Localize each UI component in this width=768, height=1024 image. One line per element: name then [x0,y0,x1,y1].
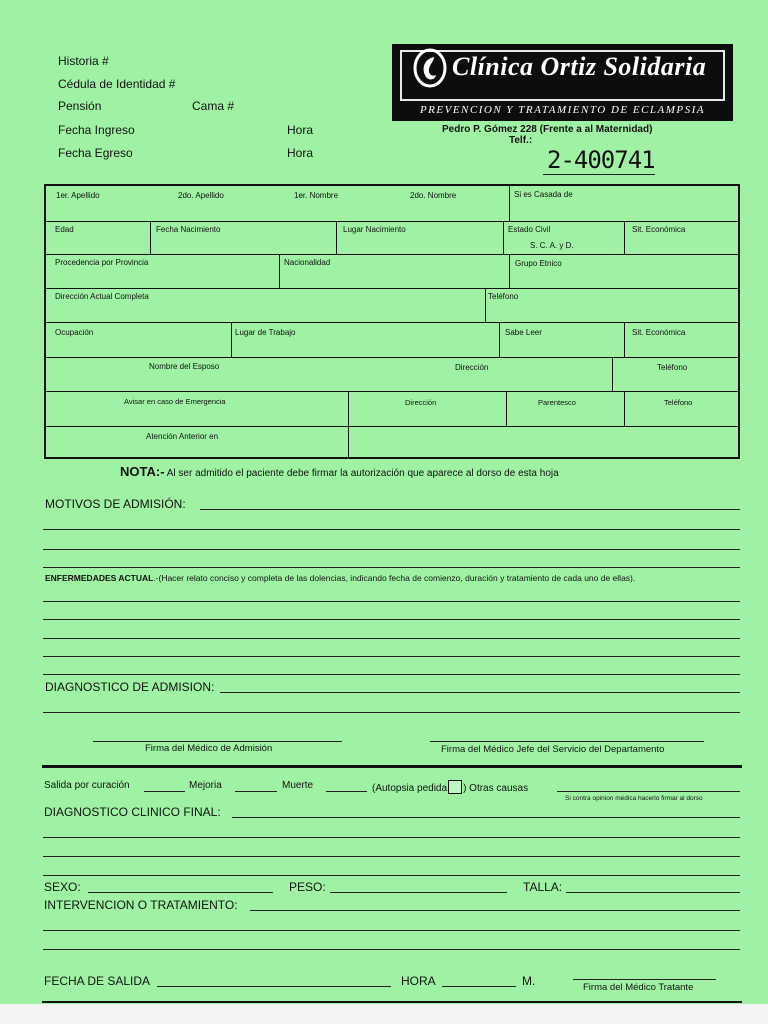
meridian-label: M. [522,974,536,988]
nombre-esposo-label: Nombre del Esposo [149,362,220,371]
scan-bottom-margin [0,1004,768,1024]
enfermedades-line-5 [43,674,740,675]
hora-egreso-label: Hora [287,146,314,160]
hora-ingreso-label: Hora [287,123,314,137]
sit-economica-2-label: Sit. Económica [632,328,686,337]
segundo-apellido-label: 2do. Apellido [178,191,224,200]
otras-causas-line [557,791,740,792]
clinic-name: Clínica Ortiz Solidaria [452,52,707,81]
motivos-label: MOTIVOS DE ADMISIÓN: [45,497,186,511]
sexo-label: SEXO: [44,880,81,894]
ocupacion-label: Ocupación [55,328,94,337]
peso-line [330,892,507,893]
sit-economica-label: Sit. Económica [632,225,686,234]
motivos-line-2 [43,529,740,530]
cedula-label: Cédula de Identidad # [58,77,176,91]
primer-apellido-label: 1er. Apellido [56,191,100,200]
lugar-trabajo-label: Lugar de Trabajo [235,328,296,337]
cama-label: Cama # [192,99,235,113]
fecha-ingreso-label: Fecha Ingreso [58,123,135,137]
direccion-actual-label: Dirección Actual Completa [55,292,149,301]
autopsia-group [372,780,528,794]
diag-admision-line-1 [220,692,740,693]
primer-nombre-label: 1er. Nombre [294,191,339,200]
historia-label: Historia # [58,54,109,68]
telefono-esposo-label: Teléfono [657,363,688,372]
muerte-line [326,791,367,792]
fecha-egreso-label: Fecha Egreso [58,146,133,160]
parentesco-label: Parentesco [538,398,576,407]
edad-label: Edad [55,225,74,234]
enfermedades-line-2 [43,619,740,620]
diag-final-line-4 [43,875,740,876]
procedencia-label: Procedencia por Provincia [55,258,149,267]
intervencion-line-2 [43,930,740,931]
clinic-tagline: PREVENCION Y TRATAMIENTO DE ECLAMPSIA [419,104,706,116]
enfermedades-line-3 [43,638,740,639]
autopsia-checkbox[interactable] [448,780,462,794]
motivos-line-1 [200,509,740,510]
lugar-nacimiento-label: Lugar Nacimiento [343,225,406,234]
sexo-line [88,892,273,893]
grupo-etnico-label: Grupo Etnico [515,259,562,268]
nota-line [120,464,559,479]
intervencion-line-3 [43,949,740,950]
diag-admision-label: DIAGNOSTICO DE ADMISION: [45,680,215,694]
phone-underline [543,174,655,175]
autopsia-label: (Autopsia pedida [372,783,448,794]
contra-opinion-note: Si contra opinion médica hacerlo firmar al dorso [565,795,703,802]
intervencion-label: INTERVENCION O TRATAMIENTO: [44,898,238,912]
patient-data-grid [44,184,740,459]
enfermedades-label [45,573,635,583]
nota-text: Al ser admitido el paciente debe firmar la autorización que aparece al dorso de esta hoja [166,468,559,479]
section-separator [42,765,742,768]
diag-final-line-1 [232,817,740,818]
firma-admision-line [93,741,342,742]
telefono-label: Teléfono [488,292,519,301]
motivos-line-3 [43,549,740,550]
fecha-salida-line [157,986,391,987]
direccion-emergencia-label: Dirección [405,398,437,407]
diag-final-line-3 [43,856,740,857]
intervencion-line-1 [250,910,740,911]
avisar-emergencia-label: Avisar en caso de Emergencia [124,397,226,406]
mother-child-icon [410,47,450,89]
pension-label: Pensión [58,99,102,113]
salida-curacion-line [144,791,185,792]
peso-label: PESO: [289,880,326,894]
handwritten-phone: 2-400741 [547,146,655,174]
diag-final-label: DIAGNOSTICO CLINICO FINAL: [44,805,221,819]
talla-line [566,892,740,893]
telf-label: Telf.: [509,135,533,146]
casada-label: Si es Casada de [514,190,573,199]
motivos-line-4 [43,567,740,568]
direccion-esposo-label: Dirección [455,363,489,372]
mejoria-label: Mejoria [189,780,222,791]
otras-causas-label: ) Otras causas [463,783,529,794]
firma-admision-label: Firma del Médico de Admisión [145,743,273,754]
telefono-emergencia-label: Teléfono [664,398,693,407]
muerte-label: Muerte [282,780,314,791]
nota-prefix: NOTA:- [120,464,165,479]
firma-jefe-line [430,741,704,742]
clinic-logo [392,44,733,121]
firma-tratante-label: Firma del Médico Tratante [583,982,694,993]
segundo-nombre-label: 2do. Nombre [410,191,457,200]
estado-civil-options: S. C. A. y D. [530,241,574,250]
firma-tratante-line [573,979,716,980]
enfermedades-line-1 [43,601,740,602]
diag-final-line-2 [43,837,740,838]
fecha-nacimiento-label: Fecha Nacimiento [156,225,221,234]
estado-civil-label: Estado Civil [508,225,551,234]
atencion-anterior-label: Atención Anterior en [146,432,219,441]
fecha-salida-label: FECHA DE SALIDA [44,974,151,988]
talla-label: TALLA: [523,880,563,894]
sabe-leer-label: Sabe Leer [505,328,542,337]
salida-curacion-label: Salida por curación [44,780,130,791]
enfermedades-line-4 [43,656,740,657]
enfermedades-title: ENFERMEDADES ACTUAL [45,573,154,583]
enfermedades-instructions: .-(Hacer relato conciso y completa de las dolencias, indicando fecha de comienzo, duración y tratamiento de cada uno de ellas). [153,573,636,583]
bottom-separator [42,1001,742,1003]
diag-admision-line-2 [43,712,740,713]
mejoria-line [235,791,277,792]
hora-salida-label: HORA [401,974,436,988]
hora-salida-line [442,986,516,987]
firma-jefe-label: Firma del Médico Jefe del Servicio del Departamento [441,744,665,755]
nacionalidad-label: Nacionalidad [284,258,331,267]
clinic-address: Pedro P. Gómez 228 (Frente a al Maternidad) [442,124,653,135]
